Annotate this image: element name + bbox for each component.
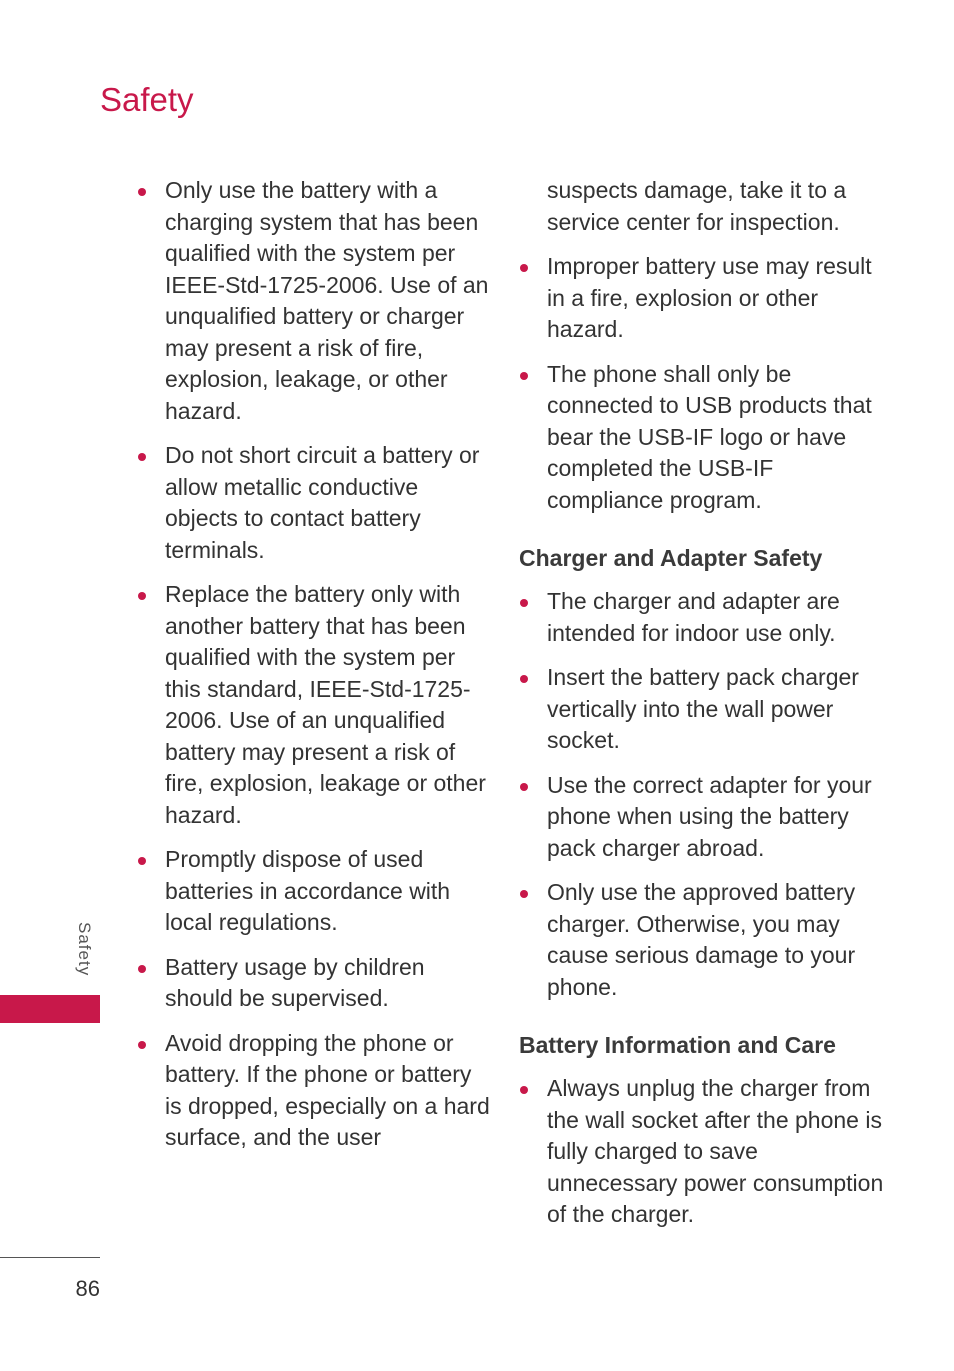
list-item: Avoid dropping the phone or battery. If the phone or battery is dropped, especially on a hard surface, and the user [137,1028,492,1154]
list-item: The phone shall only be connected to USB products that bear the USB-IF logo or have completed the USB-IF compliance program. [519,359,889,517]
bullet-icon [520,890,528,898]
section-heading-charger: Charger and Adapter Safety [519,545,823,571]
section-heading-battery: Battery Information and Care [519,1032,836,1058]
list-item: Insert the battery pack charger vertically into the wall power socket. [519,662,889,757]
bullet-icon [138,188,146,196]
bullet-icon [138,857,146,865]
list-item: Only use the battery with a charging system that has been qualified with the system per IEEE-Std-1725-2006. Use of an unqualified battery or charger may present a risk of fire, explosion, leakage, or other hazard. [137,175,492,427]
list-item: Use the correct adapter for your phone when using the battery pack charger abroad. [519,770,889,865]
list-item-continuation: suspects damage, take it to a service center for inspection. [547,177,847,235]
bullet-icon [520,783,528,791]
bullet-icon [138,1041,146,1049]
list-item: Always unplug the charger from the wall socket after the phone is fully charged to save unnecessary power consumption of the charger. [519,1073,889,1231]
list-item: Improper battery use may result in a fire, explosion or other hazard. [519,251,889,346]
side-section-tab [0,995,100,1023]
list-item: Do not short circuit a battery or allow metallic conductive objects to contact battery terminals. [137,440,492,566]
page-title: Safety [100,81,194,118]
list-item: Replace the battery only with another battery that has been qualified with the system per this standard, IEEE-Std-1725-2006. Use of an unqualified battery may present a risk of fire, explosion, leakage or other hazard. [137,579,492,831]
bullet-icon [138,592,146,600]
battery-bullet-list [519,1073,889,1231]
bullet-icon [520,675,528,683]
list-item: The charger and adapter are intended for indoor use only. [519,586,889,649]
right-column [519,175,889,1244]
side-section-label: Safety [75,922,94,977]
charger-bullet-list [519,586,889,1003]
bullet-icon [520,372,528,380]
left-column [137,175,492,1167]
bullet-icon [520,1086,528,1094]
footer-divider [0,1257,100,1258]
safety-bullet-list-continued [519,175,889,516]
bullet-icon [520,264,528,272]
list-item: Battery usage by children should be supervised. [137,952,492,1015]
bullet-icon [138,453,146,461]
page-number: 86 [75,1276,100,1301]
list-item: Promptly dispose of used batteries in accordance with local regulations. [137,844,492,939]
bullet-icon [138,965,146,973]
safety-bullet-list [137,175,492,1154]
list-item: Only use the approved battery charger. Otherwise, you may cause serious damage to your phone. [519,877,889,1003]
bullet-icon [520,599,528,607]
